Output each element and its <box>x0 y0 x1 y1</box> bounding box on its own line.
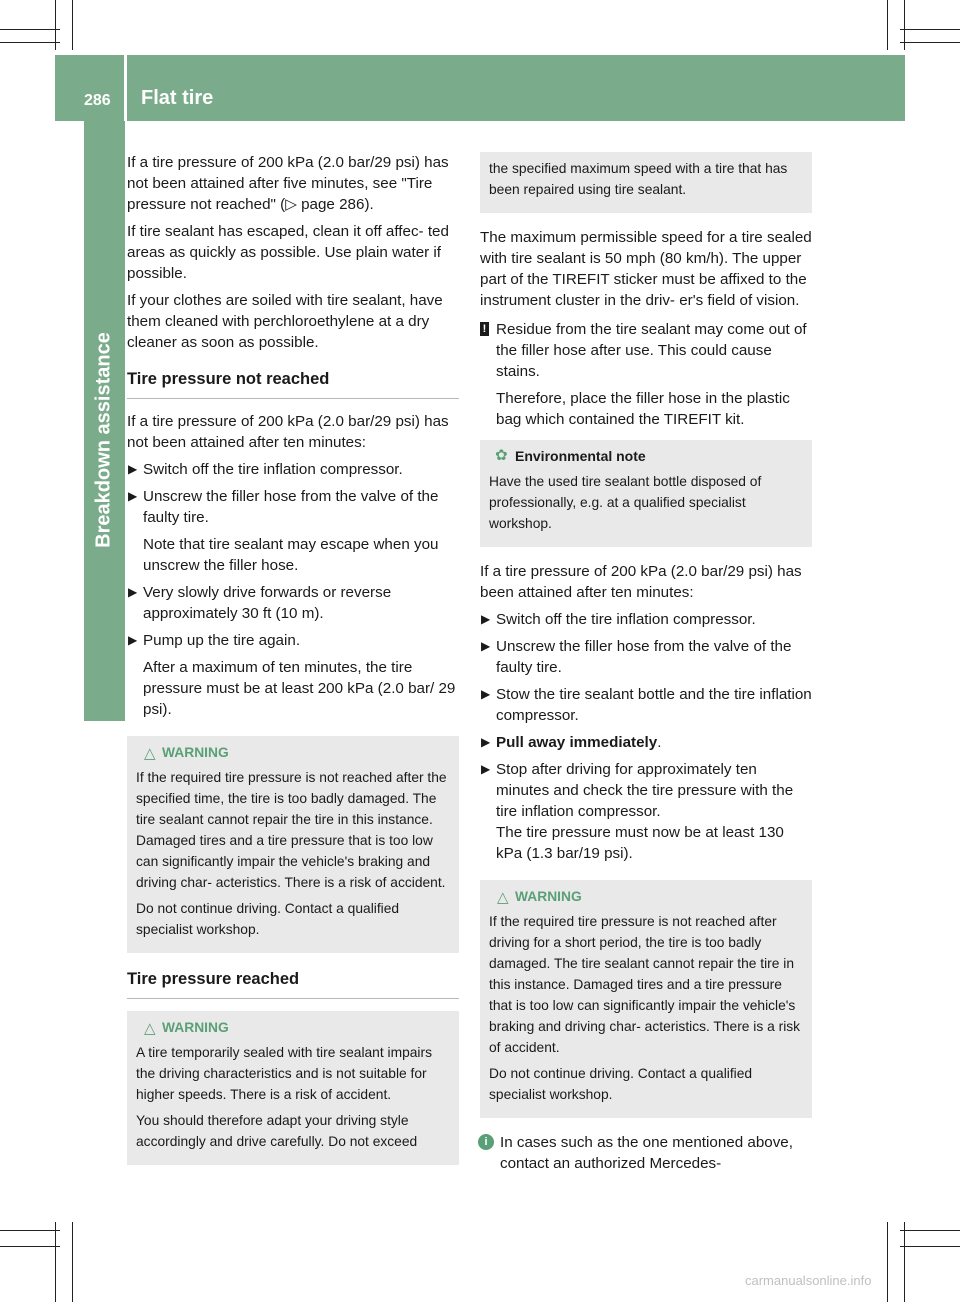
step-text: Stop after driving for approximately ten minutes and check the tire pressure with the tire inflation compressor. <box>496 761 794 820</box>
step-text: Unscrew the filler hose from the valve of the faulty tire. <box>496 638 792 676</box>
step-note: The tire pressure must now be at least 130 kPa (1.3 bar/19 psi). <box>496 824 784 862</box>
crop-mark <box>0 1230 60 1231</box>
step-item <box>480 759 812 822</box>
step-item <box>480 684 812 726</box>
crop-mark <box>72 1222 73 1302</box>
step-text: Pull away immediately <box>496 734 658 751</box>
caution-note <box>480 319 812 382</box>
step-text: Switch off the tire inflation compressor. <box>143 461 403 478</box>
arrow-right-icon: ▶ <box>481 762 491 776</box>
watermark: carmanualsonline.info <box>745 1273 872 1288</box>
arrow-right-icon: ▶ <box>128 489 138 503</box>
arrow-right-icon: ▶ <box>481 735 491 749</box>
paragraph: If a tire pressure of 200 kPa (2.0 bar/29 psi) has not been attained after ten minutes: <box>127 413 449 451</box>
right-column <box>480 152 812 1180</box>
warning-text: If the required tire pressure is not reached after driving for a short period, the tire is too badly damaged. The tire sealant cannot repair the tire in this instance. Damaged tires and a tire pressure that is too low can significantly impair the vehicle's braking and driving char- acteristics. There is a risk of accident. <box>489 914 801 1055</box>
arrow-right-icon: ▶ <box>481 612 491 626</box>
warning-text: the specified maximum speed with a tire that has been repaired using tire sealant. <box>489 161 788 197</box>
warning-box <box>127 736 459 953</box>
paragraph: If a tire pressure of 200 kPa (2.0 bar/29 psi) has been attained after ten minutes: <box>480 563 802 601</box>
step-item <box>127 459 459 480</box>
step-text: Very slowly drive forwards or reverse approximately 30 ft (10 m). <box>143 584 392 622</box>
warning-text: Do not continue driving. Contact a qualified specialist workshop. <box>136 901 400 937</box>
section-title: Flat tire <box>141 87 214 109</box>
crop-mark <box>900 1246 960 1247</box>
step-item <box>127 582 459 624</box>
info-icon: i <box>478 1134 494 1150</box>
leaf-icon: ✿ <box>495 447 508 464</box>
warning-triangle-icon: △ <box>144 745 156 762</box>
note-text: Therefore, place the filler hose in the plastic bag which contained the TIREFIT kit. <box>496 390 790 428</box>
crop-mark <box>0 42 60 43</box>
warning-box-continued <box>480 152 812 213</box>
step-period: . <box>657 734 662 751</box>
heading-tire-pressure-reached: Tire pressure reached <box>127 969 459 999</box>
warning-heading: △ WARNING <box>144 745 229 762</box>
warning-text: If the required tire pressure is not reached after the specified time, the tire is too badly damaged. The tire sealant cannot repair the tire in this instance. Damaged tires and a tire pressure that is too low can significantly impair the vehicle's braking and driving char- acteristics. There is a risk of accident. <box>136 770 447 890</box>
arrow-right-icon: ▶ <box>128 633 138 647</box>
heading-tire-pressure-not-reached: Tire pressure not reached <box>127 369 459 399</box>
step-item <box>127 630 459 651</box>
crop-mark <box>904 0 905 50</box>
step-text: Unscrew the filler hose from the valve of the faulty tire. <box>143 488 439 526</box>
arrow-right-icon: ▶ <box>481 687 491 701</box>
arrow-right-icon: ▶ <box>128 462 138 476</box>
environmental-note-heading: ✿ Environmental note <box>495 447 646 464</box>
side-tab-label: Breakdown assistance <box>92 332 115 548</box>
warning-box <box>127 1011 459 1165</box>
step-text: Stow the tire sealant bottle and the tire inflation compressor. <box>496 686 812 724</box>
info-text: In cases such as the one mentioned above, contact an authorized Mercedes- <box>500 1134 793 1172</box>
step-item <box>127 486 459 528</box>
step-text: Pump up the tire again. <box>143 632 301 649</box>
paragraph: The maximum permissible speed for a tire sealed with tire sealant is 50 mph (80 km/h). The upper part of the TIREFIT sticker must be affixed to the instrument cluster in the driv- er's field of vision. <box>480 229 812 309</box>
info-note <box>480 1132 812 1174</box>
crop-mark <box>72 0 73 50</box>
step-item <box>480 609 812 630</box>
warning-triangle-icon: △ <box>144 1020 156 1037</box>
arrow-right-icon: ▶ <box>128 585 138 599</box>
crop-mark <box>904 1222 905 1302</box>
warning-box <box>480 880 812 1118</box>
crop-mark <box>0 29 60 30</box>
environmental-note-text: Have the used tire sealant bottle disposed of professionally, e.g. at a qualified specialist workshop. <box>489 474 762 531</box>
crop-mark <box>887 0 888 50</box>
step-item <box>480 732 812 753</box>
warning-heading: △ WARNING <box>144 1020 229 1037</box>
warning-text: You should therefore adapt your driving style accordingly and drive carefully. Do not exceed <box>136 1113 418 1149</box>
crop-mark <box>900 29 960 30</box>
page-number: 286 <box>84 92 111 109</box>
crop-mark <box>55 0 56 50</box>
crop-mark <box>900 1230 960 1231</box>
environmental-note-box <box>480 440 812 547</box>
crop-mark <box>55 1222 56 1302</box>
left-column <box>127 152 459 1179</box>
paragraph: If tire sealant has escaped, clean it off affec- ted areas as quickly as possible. Use plain water if possible. <box>127 223 449 282</box>
crop-mark <box>900 42 960 43</box>
warning-text: A tire temporarily sealed with tire sealant impairs the driving characteristics and is not suitable for higher speeds. There is a risk of accident. <box>136 1045 432 1102</box>
crop-mark <box>887 1222 888 1302</box>
paragraph: If your clothes are soiled with tire sealant, have them cleaned with perchloroethylene at a dry cleaner as soon as possible. <box>127 292 443 351</box>
arrow-right-icon: ▶ <box>481 639 491 653</box>
paragraph: If a tire pressure of 200 kPa (2.0 bar/29 psi) has not been attained after five minutes, see "Tire pressure not reached" (▷ page 286). <box>127 154 449 213</box>
step-text: Switch off the tire inflation compressor. <box>496 611 756 628</box>
warning-triangle-icon: △ <box>497 889 509 906</box>
step-note: After a maximum of ten minutes, the tire pressure must be at least 200 kPa (2.0 bar/ 29 psi). <box>143 659 456 718</box>
crop-mark <box>0 1246 60 1247</box>
warning-heading: △ WARNING <box>497 889 582 906</box>
warning-text: Do not continue driving. Contact a qualified specialist workshop. <box>489 1066 753 1102</box>
step-note: Note that tire sealant may escape when you unscrew the filler hose. <box>143 536 439 574</box>
note-text: Residue from the tire sealant may come out of the filler hose after use. This could cause stains. <box>496 321 807 380</box>
step-item <box>480 636 812 678</box>
header-separator <box>124 55 127 121</box>
exclamation-icon: ! <box>480 322 489 336</box>
